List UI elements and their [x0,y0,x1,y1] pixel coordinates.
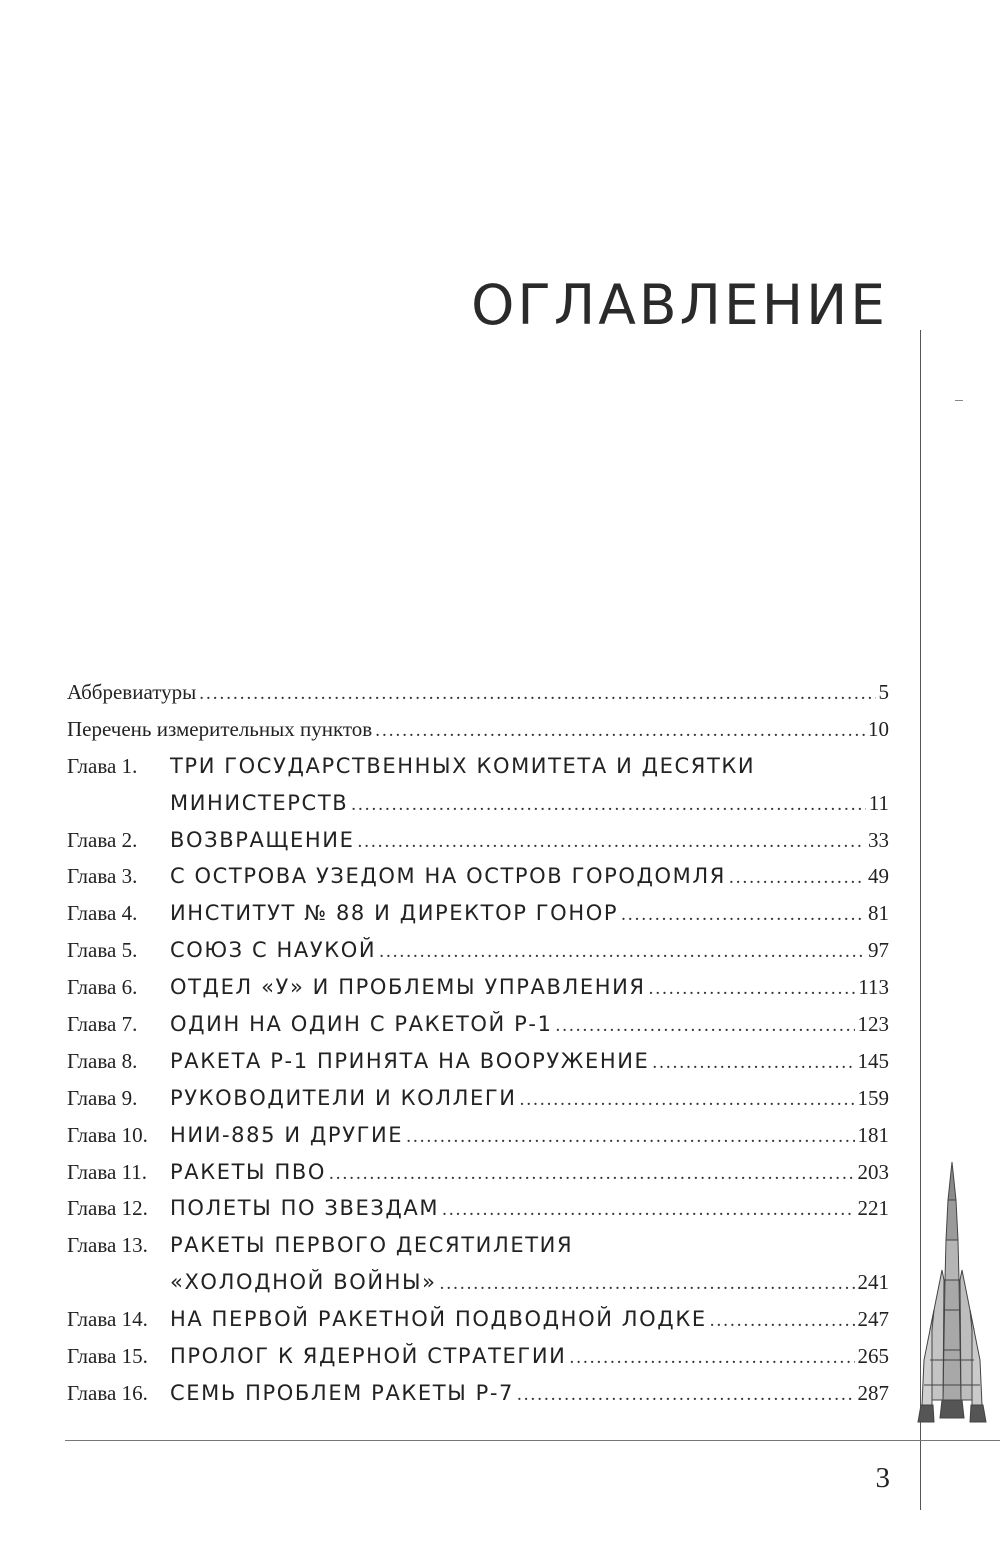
toc-entry [67,1049,889,1086]
toc-entry [67,1233,889,1270]
table-of-contents [67,680,889,1418]
toc-entry-title: ОТДЕЛ «У» И ПРОБЛЕМЫ УПРАВЛЕНИЯ [170,975,646,1000]
toc-entry-title: Аббревиатуры [67,680,197,704]
toc-entry [67,680,889,717]
toc-page-number: 81 [868,901,889,926]
toc-page-number: 241 [857,1270,889,1295]
toc-chapter-label: Глава 10. [67,1122,148,1147]
toc-leader-dots [710,1310,855,1332]
toc-page-number: 49 [868,864,889,889]
toc-entry-title: ПРОЛОГ К ЯДЕРНОЙ СТРАТЕГИИ [170,1344,567,1369]
toc-chapter-label: Глава 4. [67,901,138,926]
toc-entry [67,717,889,754]
toc-leader-dots [406,1126,854,1148]
toc-entry-title: РАКЕТЫ ПЕРВОГО ДЕСЯТИЛЕТИЯ [170,1233,574,1258]
toc-page-number: 247 [857,1307,889,1332]
page-number: 3 [875,1462,890,1494]
toc-leader-dots [440,1273,855,1295]
toc-page-number: 123 [857,1012,889,1037]
toc-leader-dots [357,831,865,853]
toc-entry [67,1196,889,1233]
toc-entry [67,864,889,901]
toc-entry [67,1307,889,1344]
toc-page-number: 33 [868,827,889,852]
toc-chapter-label: Глава 9. [67,1085,138,1110]
toc-entry [67,754,889,791]
toc-entry-title: ТРИ ГОСУДАРСТВЕННЫХ КОМИТЕТА И ДЕСЯТКИ [170,753,756,778]
toc-leader-dots [199,683,875,705]
toc-leader-dots [517,1384,854,1406]
toc-entry-title: ОДИН НА ОДИН С РАКЕТОЙ Р-1 [170,1012,553,1037]
toc-entry-title: РАКЕТЫ ПВО [170,1159,326,1184]
toc-leader-dots [351,794,866,816]
toc-leader-dots [556,1015,855,1037]
toc-chapter-label: Глава 13. [67,1233,148,1258]
toc-leader-dots [520,1089,855,1111]
toc-chapter-label: Глава 8. [67,1048,138,1073]
toc-chapter-label: Глава 2. [67,827,138,852]
toc-chapter-label: Глава 1. [67,753,138,778]
toc-entry [67,828,889,865]
toc-entry [67,791,889,828]
toc-chapter-label: Глава 15. [67,1344,148,1369]
toc-leader-dots [652,1052,854,1074]
toc-entry-title: РУКОВОДИТЕЛИ И КОЛЛЕГИ [170,1085,517,1110]
toc-entry [67,1086,889,1123]
page-title: ОГЛАВЛЕНИЕ [471,273,888,337]
toc-entry-title: ВОЗВРАЩЕНИЕ [170,827,355,852]
toc-entry [67,975,889,1012]
toc-chapter-label: Глава 14. [67,1307,148,1332]
toc-leader-dots [729,867,865,889]
toc-page-number: 181 [857,1122,889,1147]
toc-page-number: 287 [857,1380,889,1405]
toc-chapter-label: Глава 5. [67,938,138,963]
toc-page-number: 265 [857,1344,889,1369]
margin-tick [955,400,963,401]
toc-page-number: 11 [868,790,889,815]
toc-leader-dots [621,904,865,926]
toc-page-number: 221 [857,1196,889,1221]
toc-entry-title: С ОСТРОВА УЗЕДОМ НА ОСТРОВ ГОРОДОМЛЯ [170,864,726,889]
toc-entry-title: СЕМЬ ПРОБЛЕМ РАКЕТЫ Р-7 [170,1380,515,1405]
toc-leader-dots [649,978,856,1000]
toc-chapter-label: Глава 11. [67,1159,148,1184]
toc-leader-dots [375,720,865,742]
toc-entry [67,938,889,975]
toc-chapter-label: Глава 7. [67,1012,138,1037]
toc-leader-dots [329,1163,855,1185]
toc-entry [67,1012,889,1049]
toc-entry-title: СОЮЗ С НАУКОЙ [170,938,377,963]
toc-page-number: 203 [857,1159,889,1184]
toc-chapter-label: Глава 12. [67,1196,148,1221]
toc-page-number: 5 [878,680,889,704]
toc-leader-dots [379,941,865,963]
toc-page-number: 10 [868,716,889,741]
toc-entry-title: НИИ-885 И ДРУГИЕ [170,1122,404,1147]
toc-page-number: 159 [857,1085,889,1110]
toc-entry [67,1160,889,1197]
toc-entry [67,1270,889,1307]
toc-entry-title: НА ПЕРВОЙ РАКЕТНОЙ ПОДВОДНОЙ ЛОДКЕ [170,1307,707,1332]
toc-page-number: 97 [868,938,889,963]
toc-entry [67,1344,889,1381]
toc-chapter-label: Глава 16. [67,1380,148,1405]
toc-page-number: 113 [858,975,889,1000]
toc-page-number: 145 [857,1048,889,1073]
rocket-icon [912,1160,992,1430]
horizontal-rule [65,1440,1000,1441]
toc-leader-dots [569,1347,854,1369]
toc-entry-title: РАКЕТА Р-1 ПРИНЯТА НА ВООРУЖЕНИЕ [170,1048,650,1073]
toc-entry [67,1123,889,1160]
toc-chapter-label: Глава 3. [67,864,138,889]
toc-entry-title: МИНИСТЕРСТВ [170,790,349,815]
toc-entry-title: ИНСТИТУТ № 88 И ДИРЕКТОР ГОНОР [170,901,619,926]
toc-entry-title: «ХОЛОДНОЙ ВОЙНЫ» [170,1270,437,1295]
toc-chapter-label: Глава 6. [67,975,138,1000]
toc-entry [67,901,889,938]
toc-leader-dots [442,1199,854,1221]
toc-entry-title: ПОЛЕТЫ ПО ЗВЕЗДАМ [170,1196,440,1221]
toc-entry [67,1381,889,1418]
toc-entry-title: Перечень измерительных пунктов [67,716,373,741]
